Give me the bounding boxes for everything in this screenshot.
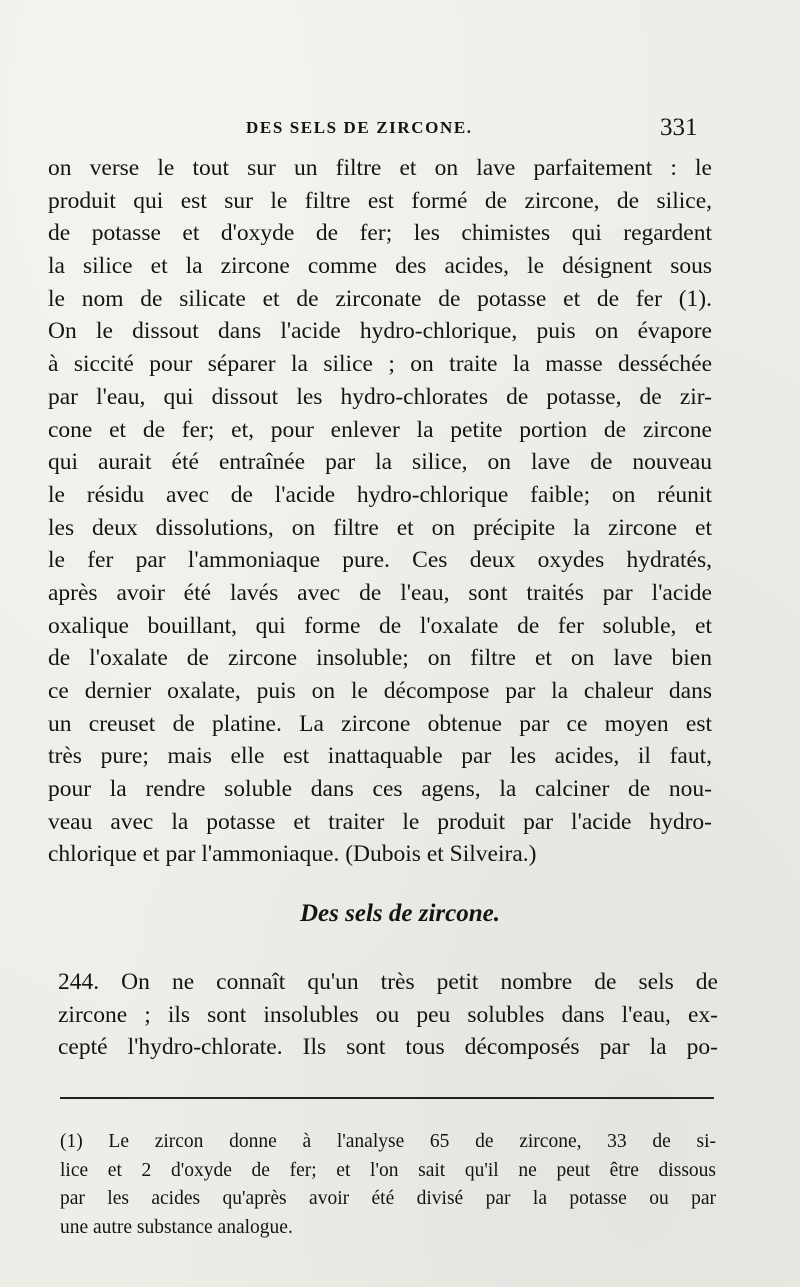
text-line: qui aurait été entraînée par la silice, on lave de nouveau <box>48 449 712 476</box>
running-head <box>0 114 800 144</box>
text-line: 244. On ne connaît qu'un très petit nombre de sels de <box>58 969 718 995</box>
text-line: un creuset de platine. La zircone obtenue par ce moyen est <box>48 710 712 737</box>
footnote-line: lice et 2 d'oxyde de fer; et l'on sait qu'il ne peut être dissous <box>60 1159 716 1181</box>
numbered-paragraph <box>58 966 718 1064</box>
text-line: de l'oxalate de zircone insoluble; on filtre et on lave bien <box>48 645 712 672</box>
text-line: le nom de silicate et de zirconate de potasse et de fer (1). <box>48 285 712 312</box>
footnote-line: par les acides qu'après avoir été divisé par la potasse ou par <box>60 1188 716 1209</box>
section-heading: Des sels de zircone. <box>300 900 500 927</box>
text-line: veau avec la potasse et traiter le produit par l'acide hydro- <box>48 808 712 835</box>
footnote-line: une autre substance analogue. <box>60 1216 293 1238</box>
text-line: on verse le tout sur un filtre et on lave parfaitement : le <box>48 155 712 181</box>
text-line: très pure; mais elle est inattaquable par les acides, il faut, <box>48 743 712 770</box>
text-line: On le dissout dans l'acide hydro-chlorique, puis on évapore <box>48 318 712 345</box>
text-line: ce dernier oxalate, puis on le décompose par la chaleur dans <box>48 678 712 704</box>
text-line: chlorique et par l'ammoniaque. (Dubois et Silveira.) <box>48 841 537 868</box>
text-line: la silice et la zircone comme des acides, le désignent sous <box>48 253 712 280</box>
text-line: oxalique bouillant, qui forme de l'oxalate de fer soluble, et <box>48 612 712 639</box>
text-line: cone et de fer; et, pour enlever la petite portion de zircone <box>48 416 712 443</box>
text-line: les deux dissolutions, on filtre et on précipite la zircone et <box>48 514 712 541</box>
text-line: le fer par l'ammoniaque pure. Ces deux oxydes hydratés, <box>48 547 712 574</box>
text-line: pour la rendre soluble dans ces agens, la calciner de nou- <box>48 776 712 803</box>
text-line: zircone ; ils sont insolubles ou peu solubles dans l'eau, ex- <box>58 1001 718 1028</box>
text-line: par l'eau, qui dissout les hydro-chlorates de potasse, de zir- <box>48 383 712 410</box>
text-line: le résidu avec de l'acide hydro-chlorique faible; on réunit <box>48 481 712 508</box>
body-paragraph <box>48 152 712 871</box>
text-line: produit qui est sur le filtre est formé de zircone, de silice, <box>48 187 712 214</box>
running-title: DES SELS DE ZIRCONE. <box>246 118 473 137</box>
page-number: 331 <box>660 114 698 141</box>
text-line: de potasse et d'oxyde de fer; les chimistes qui regardent <box>48 220 712 247</box>
text-line: à siccité pour séparer la silice ; on traite la masse desséchée <box>48 351 712 378</box>
text-line: cepté l'hydro-chlorate. Ils sont tous décomposés par la po- <box>58 1034 718 1060</box>
footnote-line: (1) Le zircon donne à l'analyse 65 de zircone, 33 de si- <box>60 1131 716 1152</box>
footnote <box>60 1128 716 1242</box>
text-line: après avoir été lavés avec de l'eau, sont traités par l'acide <box>48 579 712 606</box>
footnote-rule <box>60 1097 714 1099</box>
